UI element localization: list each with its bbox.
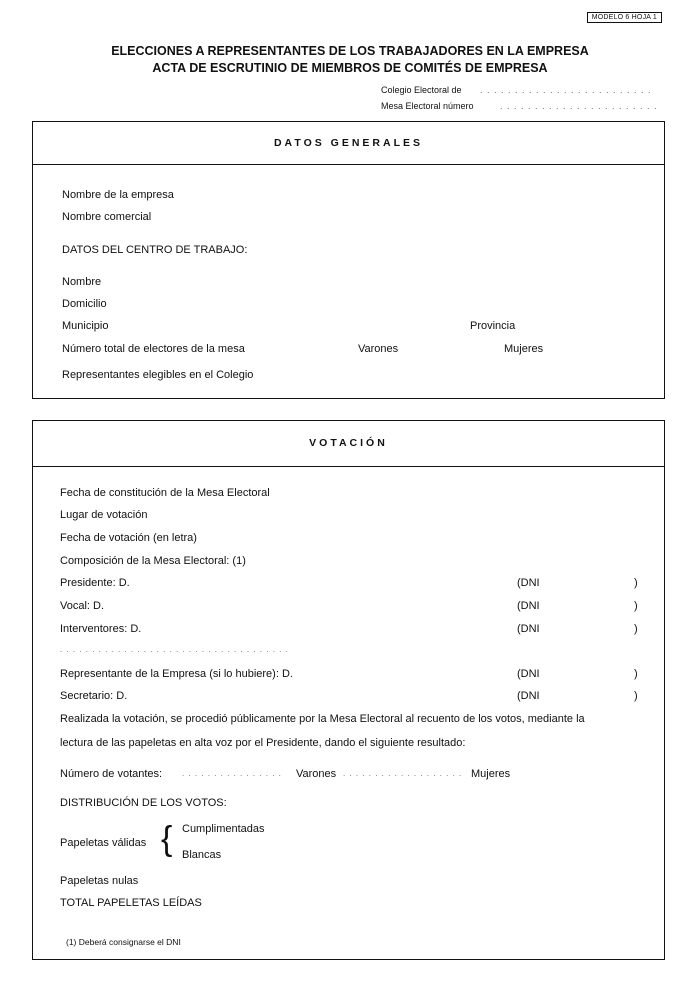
colegio-dots[interactable]: . . . . . . . . . . . . . . . . . . . . . . . . . [480, 85, 652, 95]
domicilio-field[interactable]: Domicilio [62, 298, 107, 310]
electores-varones[interactable]: Varones [358, 343, 399, 355]
secretario-field[interactable]: Secretario: D. [60, 690, 128, 702]
electores-field[interactable]: Número total de electores de la mesa [62, 343, 245, 355]
presidente-dni-close: ) [634, 577, 638, 589]
nombre-field[interactable]: Nombre [62, 276, 102, 288]
title-line-1: ELECCIONES A REPRESENTANTES DE LOS TRABAJADORES EN LA EMPRESA [111, 44, 589, 58]
brace-icon: { [161, 820, 173, 858]
interventores-extra-line[interactable]: . . . . . . . . . . . . . . . . . . . . . . . . . . . . . . . . . . . . [60, 645, 289, 654]
cumplimentadas-field[interactable]: Cumplimentadas [182, 823, 265, 835]
electores-mujeres[interactable]: Mujeres [504, 343, 544, 355]
colegio-label: Colegio Electoral de [381, 85, 462, 95]
votantes-mujeres[interactable]: Mujeres [471, 768, 511, 780]
datos-generales-header: DATOS GENERALES [33, 122, 664, 165]
comercial-field[interactable]: Nombre comercial [62, 211, 152, 223]
nulas-field[interactable]: Papeletas nulas [60, 875, 139, 887]
model-tag: MODELO 6 HOJA 1 [587, 12, 662, 23]
num-votantes-dots[interactable]: . . . . . . . . . . . . . . . . [182, 769, 282, 778]
total-field[interactable]: TOTAL PAPELETAS LEÍDAS [60, 897, 202, 909]
mesa-label: Mesa Electoral número [381, 101, 474, 111]
centro-heading: DATOS DEL CENTRO DE TRABAJO: [62, 244, 248, 256]
secretario-dni-close: ) [634, 690, 638, 702]
vocal-dni[interactable]: (DNI [517, 600, 540, 612]
datos-generales-section [32, 121, 665, 399]
rep-empresa-dni[interactable]: (DNI [517, 668, 540, 680]
presidente-field[interactable]: Presidente: D. [60, 577, 130, 589]
interventores-dni[interactable]: (DNI [517, 623, 540, 635]
interventores-field[interactable]: Interventores: D. [60, 623, 142, 635]
interventores-dni-close: ) [634, 623, 638, 635]
fecha-constitucion-field[interactable]: Fecha de constitución de la Mesa Electoral [60, 487, 270, 499]
num-votantes-field[interactable]: Número de votantes: [60, 768, 163, 780]
provincia-field[interactable]: Provincia [470, 320, 516, 332]
votantes-varones[interactable]: Varones [296, 768, 337, 780]
votantes-varones-dots[interactable]: . . . . . . . . . . . . . . . . . . . [343, 769, 463, 778]
empresa-field[interactable]: Nombre de la empresa [62, 189, 174, 201]
fecha-letra-field[interactable]: Fecha de votación (en letra) [60, 532, 197, 544]
mesa-dots[interactable]: . . . . . . . . . . . . . . . . . . . . . . . [500, 101, 658, 111]
votacion-header: VOTACIÓN [33, 421, 664, 467]
distribucion-heading: DISTRIBUCIÓN DE LOS VOTOS: [60, 797, 227, 809]
presidente-dni[interactable]: (DNI [517, 577, 540, 589]
realizada-text-2: lectura de las papeletas en alta voz por el Presidente, dando el siguiente resultado: [60, 737, 466, 749]
blancas-field[interactable]: Blancas [182, 849, 222, 861]
lugar-field[interactable]: Lugar de votación [60, 509, 148, 521]
secretario-dni[interactable]: (DNI [517, 690, 540, 702]
composicion-heading: Composición de la Mesa Electoral: (1) [60, 555, 246, 567]
vocal-dni-close: ) [634, 600, 638, 612]
validas-label: Papeletas válidas [60, 837, 147, 849]
footnote: (1) Deberá consignarse el DNI [66, 937, 181, 947]
realizada-text-1: Realizada la votación, se procedió públicamente por la Mesa Electoral al recuento de los votos, mediante la [60, 713, 585, 725]
municipio-field[interactable]: Municipio [62, 320, 109, 332]
elegibles-field[interactable]: Representantes elegibles en el Colegio [62, 369, 254, 381]
rep-empresa-field[interactable]: Representante de la Empresa (si lo hubiere): D. [60, 668, 293, 680]
title-line-2: ACTA DE ESCRUTINIO DE MIEMBROS DE COMITÉS DE EMPRESA [152, 61, 548, 75]
vocal-field[interactable]: Vocal: D. [60, 600, 105, 612]
rep-empresa-dni-close: ) [634, 668, 638, 680]
